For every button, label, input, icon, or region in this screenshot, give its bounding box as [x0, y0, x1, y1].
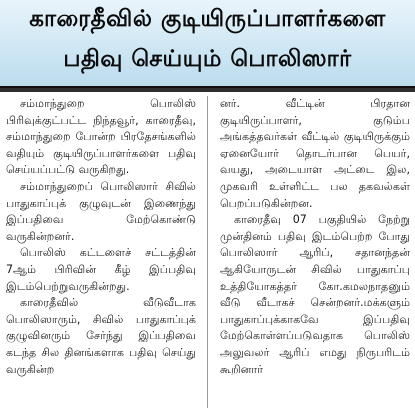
paragraph: காரைதீவில் வீடுவீடாக பொலிஸாரும், சிவில் பாதுகாப்புக் குழுவினரும் சேர்ந்து இப்பதிவை கடந்த சில தினங்களாக பதிவு செய்து வருகின்ற: [6, 296, 196, 376]
headline-line-2: பதிவு செய்யும் பொலிஸார்: [63, 46, 352, 72]
headline-banner: [0, 0, 415, 88]
article-column-left: [6, 96, 196, 378]
paragraph: காரைதீவு 07 பகுதியில் நேற்று முன்தினம் பதிவு இடம்பெற்ற போது பொலிஸார் ஆரிப், சதானந்தன் ஆகியோருடன் சிவில் பாதுகாப்பு உத்தியோகத்தர் கோ.கமலநாதனும் வீடு வீடாகச் சென்றனர்.மக்களும் பாதுகாப்புக்காகவே இப்பதிவு மேற்கொள்ளப்படுவதாக பொலிஸ் அலுவலர் ஆரிப் எமது நிருபரிடம் கூறினார்: [220, 213, 410, 376]
column-divider: [207, 96, 208, 408]
paragraph: சம்மாந்துறை பொலிஸ் பிரிவுக்குட்பட்ட நிந்தவூர், காரைதீவு, சம்மாந்துறை போன்ற பிரதேசங்களில் வதியும் குடியிருப்பாளர்களை பதிவு செய்யப்பட்டு வருகிறது.: [6, 97, 196, 177]
headline-line-1: காரைதீவில் குடியிருப்பாளர்களை: [29, 6, 386, 32]
paragraph: பொலிஸ் கட்டளைச் சட்டத்தின் 7ஆம் பிரிவின் கீழ் இப்பதிவு இடம்பெற்றுவருகின்றது.: [6, 246, 196, 293]
article-column-right: [220, 96, 410, 378]
headline-rule: [0, 88, 415, 92]
paragraph: னர். வீட்டின் பிரதான குடியிருப்பாளர், குடும்ப அங்கத்தவர்கள் வீட்டில் குடியிருக்கும் ஏனையோர் தொடர்பான பெயர், வயது, அடையாள அட்டை இல, முகவரி உள்ளிட்ட பல தகவல்கள் பெறப்படுகின்றன.: [220, 97, 410, 210]
paragraph: சம்மாந்துறைப் பொலிஸார் சிவில் பாதுகாப்புக் குழுவுடன் இணைந்து இப்பதிவை மேற்கொண்டு வருகின்றனர்.: [6, 179, 196, 243]
